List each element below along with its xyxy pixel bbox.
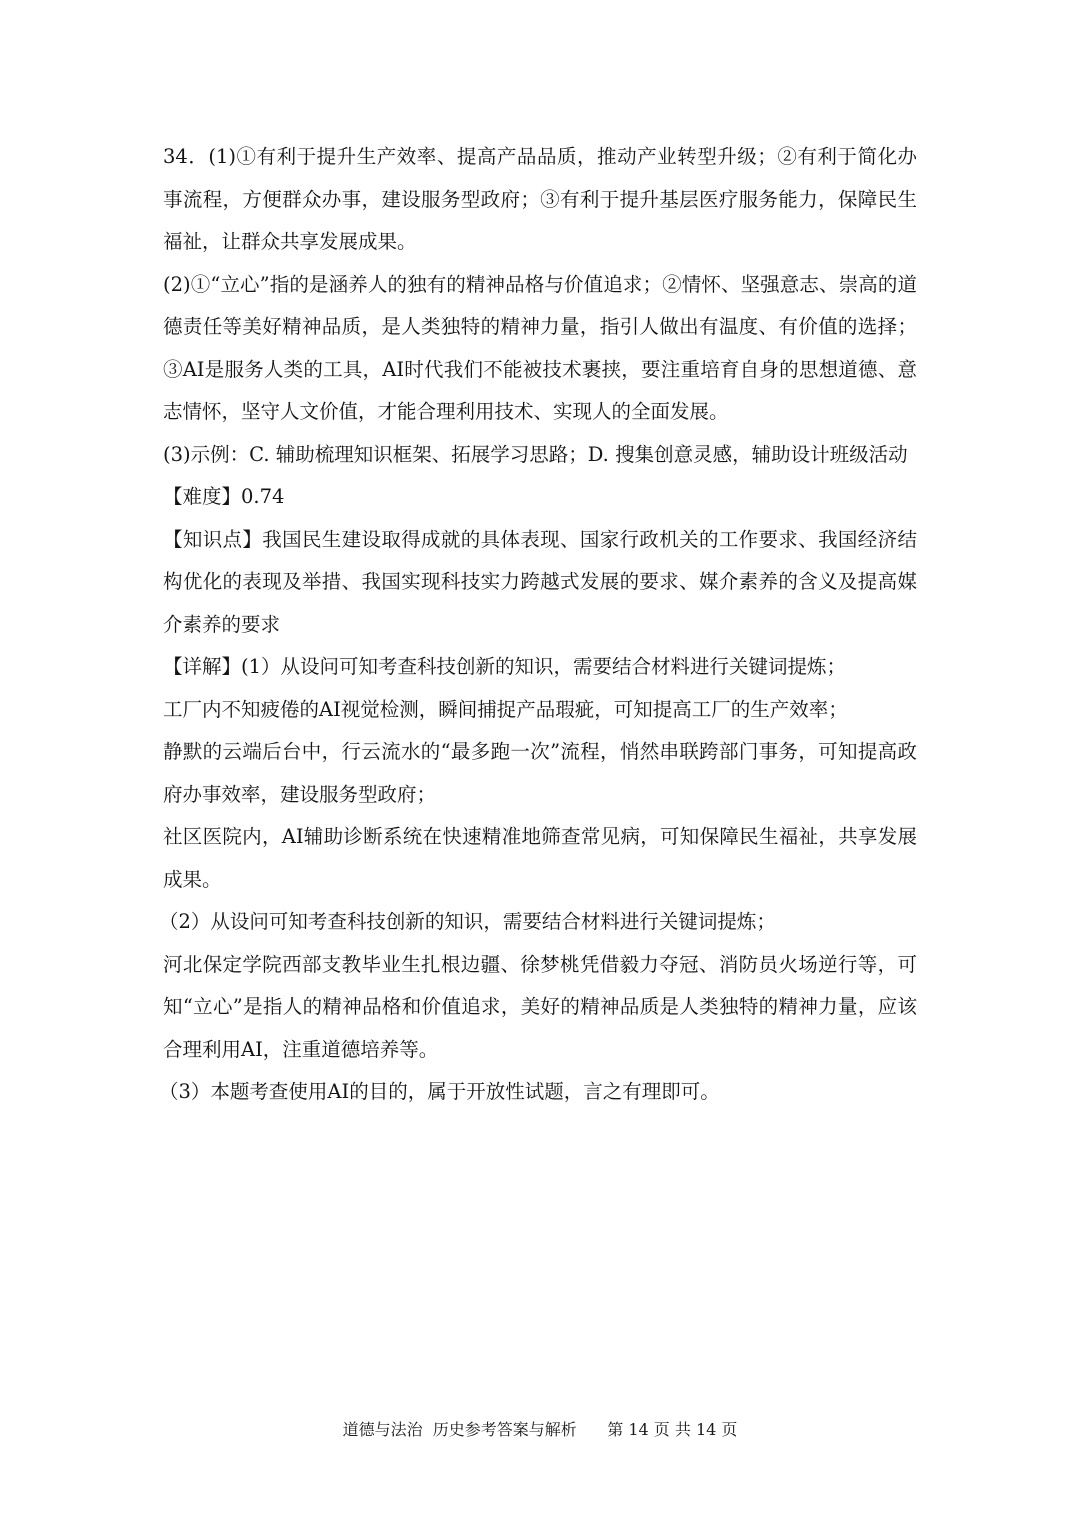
explanation-paragraph: （3）本题考查使用AI的目的，属于开放性试题，言之有理即可。 [159, 1080, 720, 1103]
explanation-heading: 【详解】(1）从设问可知考查科技创新的知识，需要结合材料进行关键词提炼； [163, 655, 847, 678]
explanation-paragraph: 河北保定学院西部支教毕业生扎根边疆、徐梦桃凭借毅力夺冠、消防员火场逆行等，可知“立心”是指人的精神品格和价值追求，美好的精神品质是人类独特的精神力量，应该合理利用AI，注重道德培养等。 [163, 952, 917, 1061]
answer-paragraph: (3)示例：C. 辅助梳理知识框架、拓展学习思路；D. 搜集创意灵感，辅助设计班级活动 [163, 442, 908, 466]
difficulty-line: 【难度】0.74 [163, 485, 285, 508]
explanation-paragraph: （2）从设问可知考查科技创新的知识，需要结合材料进行关键词提炼； [159, 910, 776, 933]
answer-paragraph: (2)①“立心”指的是涵养人的独有的精神品格与价值追求；②情怀、坚强意志、崇高的道德责任等美好精神品质，是人类独特的精神力量，指引人做出有温度、有价值的选择；③AI是服务人类的工具，AI时代我们不能被技术裹挟，要注重培育自身的思想道德、意志情怀，坚守人文价值，才能合理利用技术、实现人的全面发展。 [163, 272, 917, 423]
answer-content [159, 136, 917, 1114]
explanation-paragraph: 静默的云端后台中，行云流水的“最多跑一次”流程，悄然串联跨部门事务，可知提高政府办事效率，建设服务型政府； [163, 740, 917, 806]
knowledge-points: 【知识点】我国民生建设取得成就的具体表现、国家行政机关的工作要求、我国经济结构优化的表现及举措、我国实现科技实力跨越式发展的要求、媒介素养的含义及提高媒介素养的要求 [163, 527, 917, 636]
page-footer [0, 1418, 1080, 1442]
footer-page-number: 第 14 页 共 14 页 [607, 1420, 738, 1439]
answer-paragraph: 34．(1)①有利于提升生产效率、提高产品品质，推动产业转型升级；②有利于简化办事流程，方便群众办事，建设服务型政府；③有利于提升基层医疗服务能力，保障民生福祉，让群众共享发展成果。 [163, 145, 917, 253]
footer-subject: 道德与法治 历史参考答案与解析 [342, 1420, 577, 1439]
explanation-paragraph: 工厂内不知疲倦的AI视觉检测，瞬间捕捉产品瑕疵，可知提高工厂的生产效率； [163, 697, 848, 721]
explanation-paragraph: 社区医院内，AI辅助诊断系统在快速精准地筛查常见病，可知保障民生福祉，共享发展成果。 [163, 825, 917, 891]
